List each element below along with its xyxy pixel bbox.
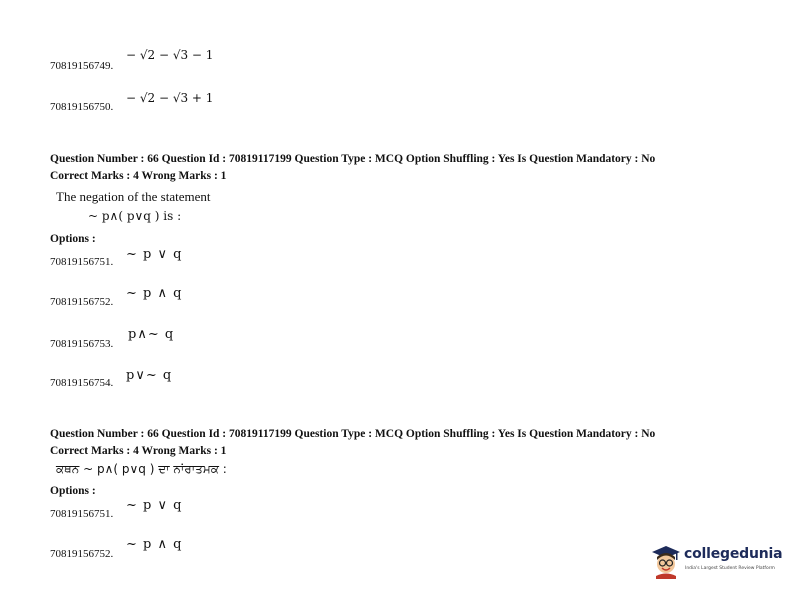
question-marks: Correct Marks : 4 Wrong Marks : 1	[50, 170, 227, 182]
question-text: ਕਥਨ ~ p∧( p∨q ) ਦਾ ਨਾਂਰਾਤਮਕ :	[56, 462, 227, 476]
option-expression: − √2 − √3 + 1	[126, 91, 214, 105]
option-id: 70819156749.	[50, 60, 114, 72]
question-formula: ~ p∧( p∨q ) is :	[88, 209, 182, 223]
question-marks: Correct Marks : 4 Wrong Marks : 1	[50, 445, 227, 457]
option-id: 70819156750.	[50, 101, 114, 113]
logo-wordmark: collegedunia	[684, 546, 783, 562]
option-id: 70819156752.	[50, 548, 114, 560]
option-id: 70819156753.	[50, 338, 114, 350]
question-text: The negation of the statement	[56, 189, 211, 204]
question-header: Question Number : 66 Question Id : 70819117199 Question Type : MCQ Option Shuffling : Yes Is Question Mandatory : No	[50, 428, 656, 440]
option-id: 70819156754.	[50, 377, 114, 389]
question-header: Question Number : 66 Question Id : 70819117199 Question Type : MCQ Option Shuffling : Yes Is Question Mandatory : No	[50, 153, 656, 165]
option-expression: ~ p ∧ q	[126, 286, 183, 301]
options-label: Options :	[50, 233, 96, 245]
student-mascot-icon	[650, 543, 682, 579]
logo-tagline: India's Largest Student Review Platform	[685, 566, 775, 571]
option-expression: ~ p ∨ q	[126, 247, 183, 262]
option-expression: ~ p ∧ q	[126, 537, 183, 552]
option-expression: p∧~ q	[128, 327, 175, 342]
option-id: 70819156752.	[50, 296, 114, 308]
options-label: Options :	[50, 485, 96, 497]
option-id: 70819156751.	[50, 256, 114, 268]
option-expression: − √2 − √3 − 1	[126, 48, 214, 62]
option-id: 70819156751.	[50, 508, 114, 520]
option-expression: ~ p ∨ q	[126, 498, 183, 513]
collegedunia-logo	[650, 543, 783, 583]
option-expression: p∨~ q	[126, 368, 173, 383]
